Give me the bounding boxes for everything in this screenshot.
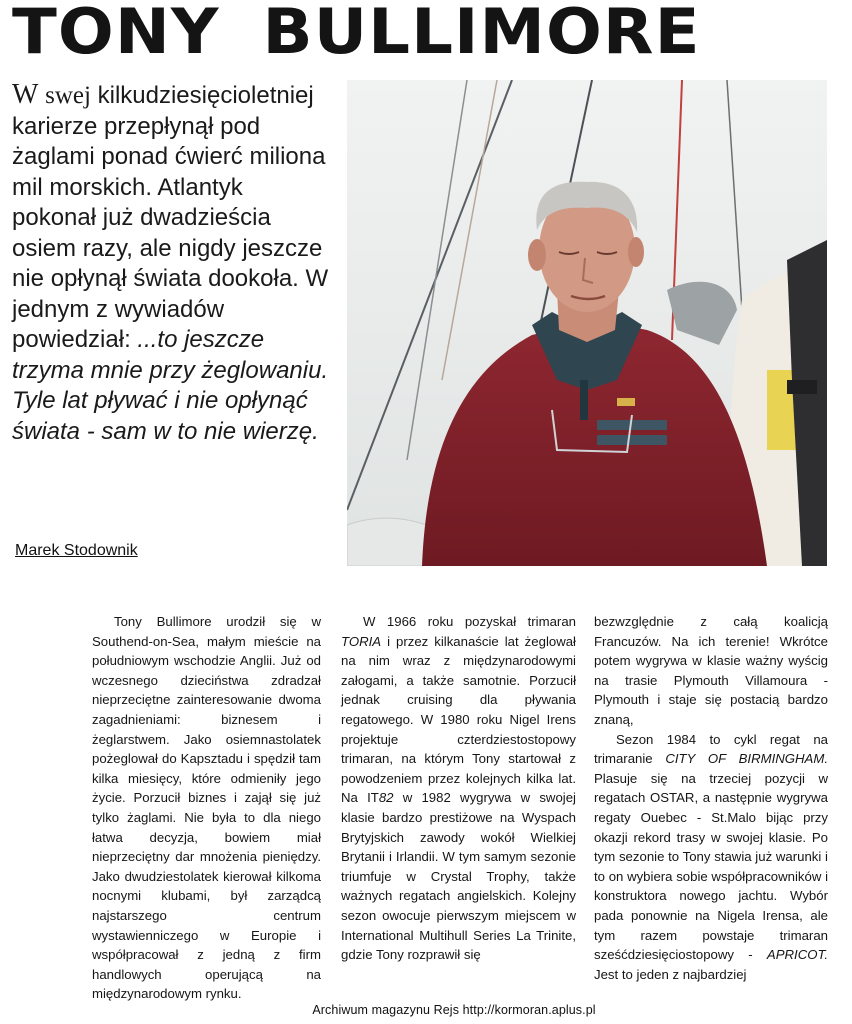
boat-name-apricot: APRICOT. xyxy=(766,947,828,963)
portrait-illustration xyxy=(347,80,827,566)
column-3-text: Plasuje się na trzeciej pozycji w regatach OSTAR, a następnie wygrywa regaty Ouebec - St.Malo bijąc przy okazji rekord trasy w swojej klasie. Po tym sezonie to Tony stawia już warunki i to on wybiera sobie współpracowników i konstruktora nowego jachtu. Wybór pada ponownie na Nigela Irensa, ale tym razem powstaje trimaran sześćdziesięciostopowy - xyxy=(594,770,828,963)
body-column-3 xyxy=(594,612,828,984)
boat-name-toria: TORIA xyxy=(341,633,382,649)
column-2-text: W 1966 roku pozyskał trimaran xyxy=(363,614,576,629)
column-3-text: Jest to jeden z najbardziej xyxy=(594,966,747,982)
column-1-paragraph xyxy=(92,612,321,1004)
portrait-photo xyxy=(347,80,827,566)
article-title: TONY BULLIMORE xyxy=(12,0,701,68)
column-3-paragraph-2 xyxy=(594,730,828,985)
lead-first-word: swej xyxy=(45,82,91,109)
boat-name-82: 82 xyxy=(378,790,394,806)
boat-name-city-of-birmingham: CITY OF BIRMINGHAM. xyxy=(665,751,829,767)
column-3-text: bezwzględnie z całą koalicją Francuzów. Na ich terenie! Wkrótce potem wygrywa w klasie ważny wyścig na trasie Plymouth Villamoura - Plymouth i staje się postacią bardzo znaną, xyxy=(594,614,828,727)
drop-cap: W xyxy=(12,79,39,110)
column-3-paragraph-1 xyxy=(594,612,828,730)
column-2-paragraph xyxy=(341,612,576,965)
body-column-2 xyxy=(341,612,576,965)
lead-quote: ...to jeszcze trzyma mnie przy żeglowaniu. Tyle lat pływać i nie opłynąć świata - sam w to nie wierzę. xyxy=(12,326,329,445)
author-byline: Marek Stodownik xyxy=(15,542,138,559)
lead-text: kilkudziesięcioletniej karierze przepłynął pod żaglami ponad ćwierć miliona mil morskich. Atlantyk pokonał już dwadzieścia osiem razy, ale nigdy jeszcze nie opłynął świata dookoła. W jednym z wywiadów powiedział: xyxy=(12,82,329,353)
lead-paragraph xyxy=(12,80,332,447)
column-2-text: w 1982 wygrywa w swojej klasie bardzo prestiżowe na Wyspach Brytyjskich zawody wokół Wielkiej Brytanii i Irlandii. W tym samym sezonie triumfuje w Crystal Trophy, także ważnych regatach angielskich. Kolejny sezon owocuje pierwszym miejscem w International Multihull Series La Trinite, gdzie Tony rozprawił się xyxy=(341,790,576,963)
footer-archive: Archiwum magazynu Rejs xyxy=(312,1003,460,1017)
body-column-1 xyxy=(92,612,321,1004)
archive-footer xyxy=(0,1003,852,1017)
footer-url[interactable]: http://kormoran.aplus.pl xyxy=(462,1003,596,1017)
column-3-text: Sezon 1984 to cykl regat na trimaranie xyxy=(594,731,828,767)
column-1-text: Tony Bullimore urodził się w Southend-on-Sea, małym mieście na południowym wschodzie Anglii. Już od wczesnego dzieciństwa zdradzał nieprzeciętne zainteresowanie dwoma zagadnieniami: biznesem i żeglarstwem. Jako osiemnastolatek pożeglował do Kapsztadu i spędził tam kilka miesięcy, które odmieniły jego życie. Porzucił biznes i zajął się już tylko żaglami. Nie była to dla niego łatwa decyzja, bowiem miał nieprzeciętny dar mnożenia pieniędzy. Jako dwudziestolatek kierował kilkoma nocnymi klubami, był zarządcą najstarszego centrum wystawienniczego w Europie i współpracował z jedną z firm handlowych operującą na międzynarodowym rynku. xyxy=(92,614,321,1002)
column-2-text: i przez kilkanaście lat żeglował na nim wraz z międzynarodowymi załogami, a także samotnie. Porzucił jednak cruising dla pływania regatowego. W 1980 roku Nigel Irens projektuje czterdziestostopowy trimaran, na którym Tony startował z powodzeniem przez kolejnych kilka lat. Na IT xyxy=(341,633,576,806)
